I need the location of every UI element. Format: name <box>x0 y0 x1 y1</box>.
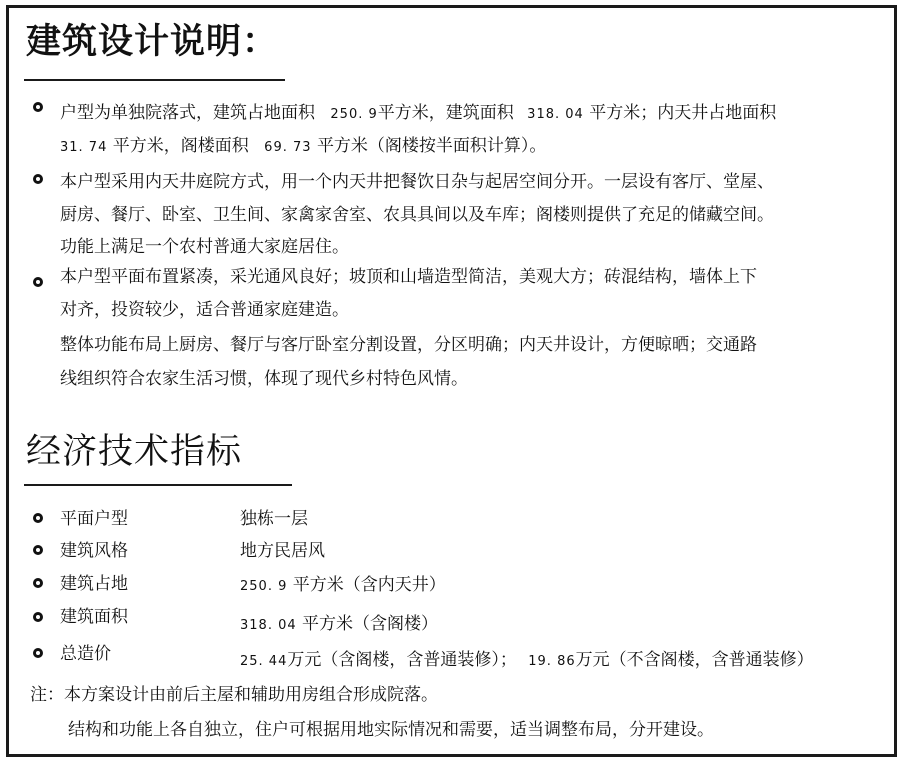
building-area-number: 318. 04 <box>527 107 584 122</box>
bullet-icon <box>33 612 43 622</box>
bullet-icon <box>33 545 43 555</box>
economic-indicators-title: 经济技术指标 <box>26 432 243 472</box>
indicator-label: 总造价 <box>60 644 111 664</box>
value-number: 318. 04 <box>240 618 297 633</box>
text-segment: 平方米（阁楼按半面积计算）。 <box>316 136 547 156</box>
design-item-3-line-2: 对齐，投资较少，适合普通家庭建造。 <box>60 300 349 320</box>
value-number: 19. 86 <box>528 654 576 669</box>
design-item-1-line-1 <box>60 101 776 127</box>
title-underline <box>24 79 285 81</box>
value-number: 25. 44 <box>240 654 288 669</box>
attic-area-number: 69. 73 <box>264 140 312 155</box>
indicator-value <box>240 573 446 599</box>
indicator-label: 平面户型 <box>60 509 128 529</box>
value-text: 万元（含阁楼，含普通装修）； <box>287 650 517 670</box>
indicator-value <box>240 612 438 638</box>
bullet-icon <box>33 102 43 112</box>
value-text: 万元（不含阁楼，含普通装修） <box>575 650 814 670</box>
indicator-value <box>240 648 814 674</box>
indicator-value: 独栋一层 <box>240 509 308 529</box>
title-underline <box>24 484 292 486</box>
value-number: 250. 9 <box>240 579 288 594</box>
bullet-icon <box>33 648 43 658</box>
land-area-number: 250. 9 <box>330 107 378 122</box>
courtyard-area-number: 31. 74 <box>60 140 108 155</box>
bullet-icon <box>33 513 43 523</box>
indicator-label: 建筑占地 <box>60 574 128 594</box>
bullet-icon <box>33 174 43 184</box>
indicator-label: 建筑面积 <box>60 607 128 627</box>
text-segment: 户型为单独院落式，建筑占地面积 <box>60 103 315 123</box>
text-segment: 平方米，阁楼面积 <box>112 136 249 156</box>
design-item-3-line-3: 整体功能布局上厨房、餐厅与客厅卧室分割设置，分区明确；内天井设计，方便晾晒；交通路 <box>60 335 757 355</box>
design-item-3-line-4: 线组织符合农家生活习惯，体现了现代乡村特色风情。 <box>60 369 468 389</box>
text-segment: 平方米，建筑面积 <box>377 103 514 123</box>
design-item-2-line-2: 厨房、餐厅、卧室、卫生间、家禽家舍室、农具具间以及车库；阁楼则提供了充足的储藏空间。 <box>60 205 774 225</box>
design-item-2-line-3: 功能上满足一个农村普通大家庭居住。 <box>60 237 349 257</box>
indicator-label: 建筑风格 <box>60 541 128 561</box>
design-item-2-line-1: 本户型采用内天井庭院方式，用一个内天井把餐饮日杂与起居空间分开。一层设有客厅、堂屋、 <box>60 172 774 192</box>
text-segment: 平方米；内天井占地面积 <box>589 103 777 123</box>
design-item-3-line-1: 本户型平面布置紧凑，采光通风良好；坡顶和山墙造型简洁，美观大方；砖混结构，墙体上下 <box>60 267 757 287</box>
value-text: 平方米（含内天井） <box>292 575 446 595</box>
bullet-icon <box>33 277 43 287</box>
design-description-title: 建筑设计说明： <box>26 22 279 62</box>
design-item-1-line-2 <box>60 134 546 160</box>
value-text: 平方米（含阁楼） <box>302 614 439 634</box>
note-line-1: 注：本方案设计由前后主屋和辅助用房组合形成院落。 <box>30 685 438 705</box>
indicator-value: 地方民居风 <box>240 541 325 561</box>
note-line-2: 结构和功能上各自独立，住户可根据用地实际情况和需要，适当调整布局，分开建设。 <box>68 720 714 740</box>
bullet-icon <box>33 578 43 588</box>
